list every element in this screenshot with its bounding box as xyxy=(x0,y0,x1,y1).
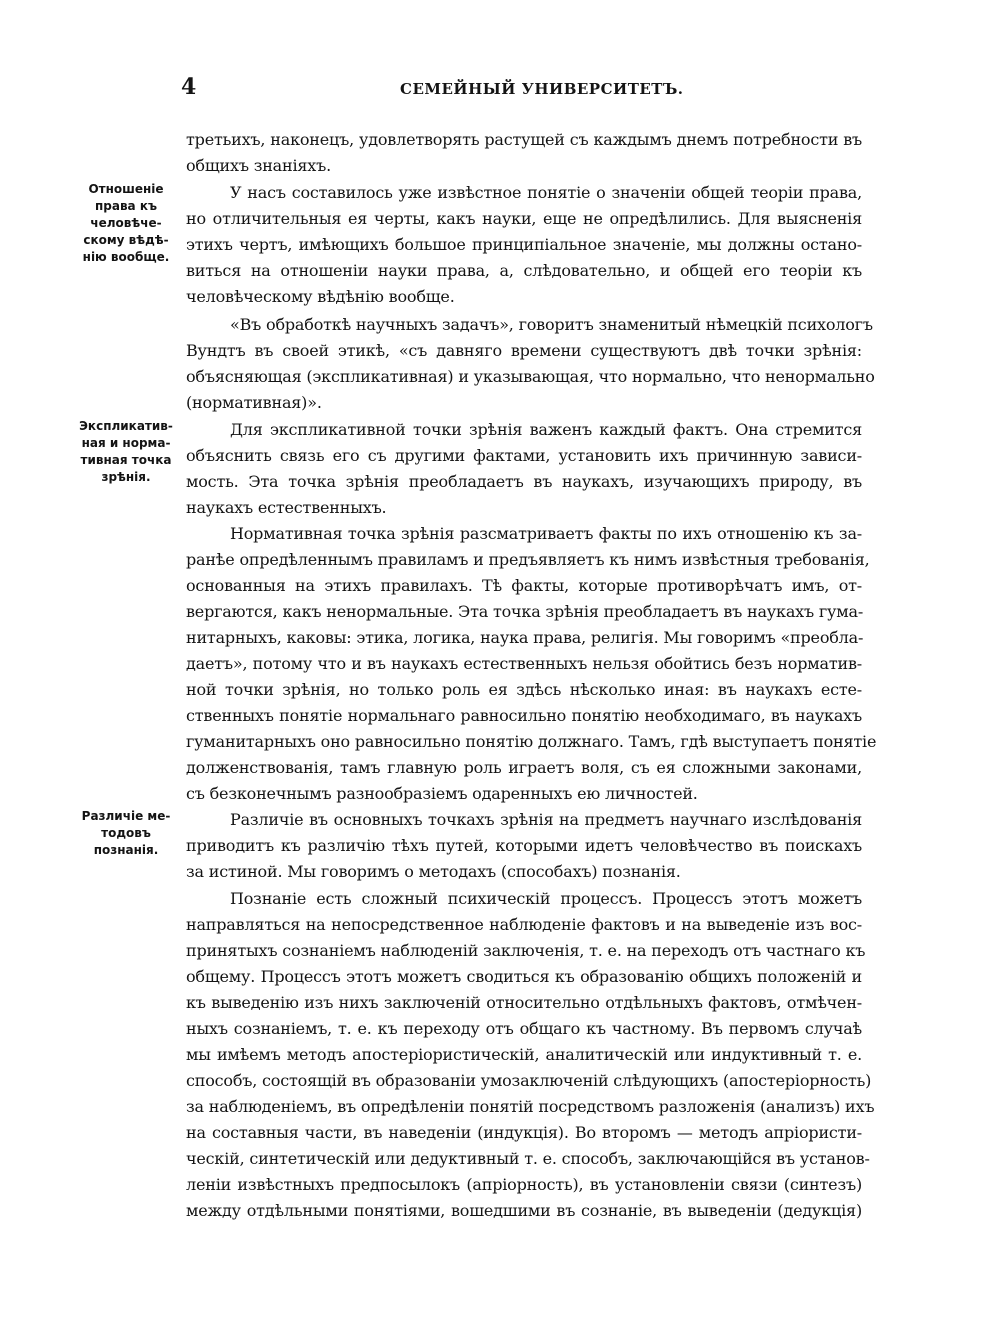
text-line: принятыхъ сознаніемъ наблюденій заключенія, т. е. на переходъ отъ частнаго къ xyxy=(186,941,866,960)
text-line: мы имѣемъ методъ апостеріористическій, аналитическій или индуктивный т. е. xyxy=(186,1045,862,1064)
margin-note-line: тодовъ xyxy=(101,826,151,840)
margin-note-line: ная и норма- xyxy=(81,436,171,450)
text-line: вергаются, какъ ненормальные. Эта точка зрѣнія преобладаетъ въ наукахъ гума- xyxy=(186,602,864,621)
margin-note-line: Экспликатив- xyxy=(79,419,173,433)
text-line: способъ, состоящій въ образованіи умозаключеній слѣдующихъ (апостеріорность) xyxy=(186,1071,872,1090)
text-line: Вундтъ въ своей этикѣ, «съ давняго времени существуютъ двѣ точки зрѣнія: xyxy=(186,341,862,360)
text-line: за истиной. Мы говоримъ о методахъ (способахъ) познанія. xyxy=(186,862,681,881)
margin-note-methods xyxy=(70,808,182,859)
text-line: нитарныхъ, каковы: этика, логика, наука права, религія. Мы говоримъ «преобла- xyxy=(186,628,864,647)
text-line: общихъ знаніяхъ. xyxy=(186,156,331,175)
text-line: гуманитарныхъ оно равносильно понятію должнаго. Тамъ, гдѣ выступаетъ понятіе xyxy=(186,732,877,751)
page-number: 4 xyxy=(181,74,197,100)
margin-note-line: тивная точка xyxy=(80,453,172,467)
text-line: общему. Процессъ этотъ можетъ сводиться къ образованію общихъ положеній и xyxy=(186,967,862,986)
text-line: Для экспликативной точки зрѣнія важенъ каждый фактъ. Она стремится xyxy=(230,420,862,439)
margin-note-line: нію вообще. xyxy=(82,250,170,264)
text-line: объясняющая (экспликативная) и указывающая, что нормально, что ненормально xyxy=(186,367,875,386)
margin-note-line: зрѣнія. xyxy=(101,470,151,484)
text-line: приводитъ къ различію тѣхъ путей, которыми идетъ человѣчество въ поискахъ xyxy=(186,836,862,855)
text-line: съ безконечнымъ разнообразіемъ одаренныхъ ею личностей. xyxy=(186,784,698,803)
text-line: виться на отношеніи науки права, а, слѣдовательно, и общей его теоріи къ xyxy=(186,261,862,280)
text-line: У насъ составилось уже извѣстное понятіе о значеніи общей теоріи права, xyxy=(230,183,862,202)
text-line: Нормативная точка зрѣнія разсматриваетъ факты по ихъ отношенію къ за- xyxy=(230,524,862,543)
text-line: Познаніе есть сложный психическій процессъ. Процессъ этотъ можетъ xyxy=(230,889,862,908)
text-line: долженствованія, тамъ главную роль играетъ воля, съ ея сложными законами, xyxy=(186,758,862,777)
margin-note-viewpoints xyxy=(70,418,182,486)
margin-note-line: права къ xyxy=(94,199,157,213)
text-line: Различіе въ основныхъ точкахъ зрѣнія на предметъ научнаго изслѣдованія xyxy=(230,810,862,829)
margin-note-line: познанія. xyxy=(93,843,159,857)
running-head: СЕМЕЙНЫЙ УНИВЕРСИТЕТЪ. xyxy=(400,80,684,98)
text-line: леніи извѣстныхъ предпосылокъ (апріорность), въ установленіи связи (синтезъ) xyxy=(186,1175,862,1194)
margin-note-line: скому вѣдѣ- xyxy=(83,233,169,247)
text-line: «Въ обработкѣ научныхъ задачъ», говоритъ знаменитый нѣмецкій психологъ xyxy=(230,315,873,334)
margin-note-law-and-knowledge xyxy=(70,181,182,266)
text-line: даетъ», потому что и въ наукахъ естественныхъ нельзя обойтись безъ норматив- xyxy=(186,654,862,673)
text-line: ческій, синтетическій или дедуктивный т. е. способъ, заключающійся въ установ- xyxy=(186,1149,870,1168)
text-line: ной точки зрѣнія, но только роль ея здѣсь нѣсколько иная: въ наукахъ есте- xyxy=(186,680,862,699)
text-line: объяснить связь его съ другими фактами, установить ихъ причинную зависи- xyxy=(186,446,862,465)
text-line: основанныя на этихъ правилахъ. Тѣ факты, которые противорѣчатъ имъ, от- xyxy=(186,576,862,595)
text-line: мость. Эта точка зрѣнія преобладаетъ въ наукахъ, изучающихъ природу, въ xyxy=(186,472,862,491)
text-line: но отличительныя ея черты, какъ науки, еще не опредѣлились. Для выясненія xyxy=(186,209,862,228)
text-line: (нормативная)». xyxy=(186,393,322,412)
margin-note-line: Различіе ме- xyxy=(81,809,171,823)
margin-note-line: Отношеніе xyxy=(88,182,164,196)
text-line: третьихъ, наконецъ, удовлетворять растущей съ каждымъ днемъ потребности въ xyxy=(186,130,862,149)
text-line: ранѣе опредѣленнымъ правиламъ и предъявляетъ къ нимъ извѣстныя требованія, xyxy=(186,550,870,569)
text-line: наукахъ естественныхъ. xyxy=(186,498,387,517)
text-line: за наблюденіемъ, въ опредѣленіи понятій посредствомъ разложенія (анализъ) ихъ xyxy=(186,1097,875,1116)
text-line: между отдѣльными понятіями, вошедшими въ сознаніе, въ выведеніи (дедукція) xyxy=(186,1201,862,1220)
text-line: этихъ чертъ, имѣющихъ большое принципіальное значеніе, мы должны остано- xyxy=(186,235,862,254)
text-line: на составныя части, въ наведеніи (индукція). Во второмъ — методъ апріористи- xyxy=(186,1123,862,1142)
text-line: человѣческому вѣдѣнію вообще. xyxy=(186,287,455,306)
text-line: къ выведенію изъ нихъ заключеній относительно отдѣльныхъ фактовъ, отмѣчен- xyxy=(186,993,862,1012)
text-line: ныхъ сознаніемъ, т. е. къ переходу отъ общаго къ частному. Въ первомъ случаѣ xyxy=(186,1019,862,1038)
text-line: ственныхъ понятіе нормальнаго равносильно понятію необходимаго, въ наукахъ xyxy=(186,706,862,725)
text-line: направляться на непосредственное наблюденіе фактовъ и на выведеніе изъ вос- xyxy=(186,915,862,934)
margin-note-line: человѣче- xyxy=(90,216,162,230)
